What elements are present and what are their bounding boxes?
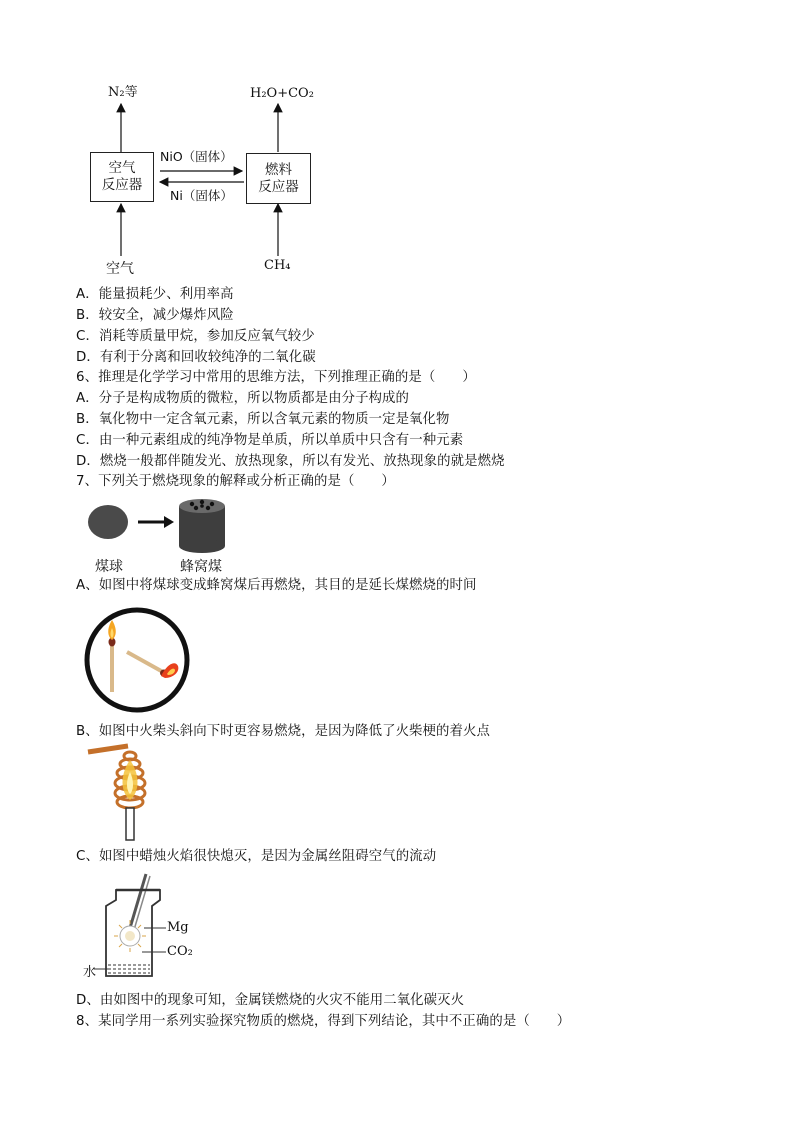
q6-option-b: B．氧化物中一定含氧元素，所以含氧元素的物质一定是氧化物 (76, 412, 450, 427)
air-reactor-line2: 反应器 (101, 177, 143, 193)
ch4-label: CH₄ (264, 258, 291, 273)
wire-handle (88, 746, 128, 752)
honeycomb-coal-icon (179, 499, 225, 553)
candle-body-icon (126, 808, 134, 840)
tilted-match-icon (127, 652, 178, 678)
matches-figure (83, 606, 193, 716)
tongs-icon (130, 874, 146, 928)
fuel-reactor-line1: 燃料 (265, 161, 292, 178)
q7-stem: 7、下列关于燃烧现象的解释或分析正确的是（ ） (76, 474, 395, 489)
upright-match-icon (108, 620, 116, 692)
air-reactor-box (90, 152, 154, 202)
q5-option-b: B．较安全，减少爆炸风险 (76, 308, 234, 323)
mg-label: Mg (167, 920, 189, 935)
q7-option-b: B、如图中火柴头斜向下时更容易燃烧，是因为降低了火柴梗的着火点 (76, 724, 491, 739)
honeycomb-label: 蜂窝煤 (180, 559, 222, 575)
fuel-reactor-line2: 反应器 (258, 178, 299, 195)
air-reactor-line1: 空气 (108, 160, 136, 176)
circle-frame (87, 610, 187, 710)
coal-arrowhead (164, 516, 174, 528)
coal-figure (86, 496, 246, 556)
q5-option-d: D．有利于分离和回收较纯净的二氧化碳 (76, 350, 316, 365)
nio-label: NiO（固体） (160, 149, 233, 164)
air-input-label: 空气 (106, 261, 134, 277)
q6-option-a: A．分子是构成物质的微粒，所以物质都是由分子构成的 (76, 391, 410, 406)
candle-figure (84, 742, 174, 842)
coal-ball-label: 煤球 (95, 559, 123, 575)
q7-option-d: D、由如图中的现象可知，金属镁燃烧的火灾不能用二氧化碳灭火 (76, 993, 465, 1008)
q6-option-c: C．由一种元素组成的纯净物是单质，所以单质中只含有一种元素 (76, 433, 464, 448)
q5-option-a: A．能量损耗少、利用率高 (76, 287, 234, 302)
co2-label: CO₂ (167, 944, 193, 959)
diagram-arrows (0, 0, 794, 300)
q8-stem: 8、某同学用一系列实验探究物质的燃烧，得到下列结论，其中不正确的是（ ） (76, 1014, 571, 1029)
ni-label: Ni（固体） (170, 188, 233, 203)
water-label: 水 (83, 965, 97, 980)
q7-option-c: C、如图中蜡烛火焰很快熄灭，是因为金属丝阻碍空气的流动 (76, 849, 437, 864)
q6-option-d: D．燃烧一般都伴随发光、放热现象，所以有发光、放热现象的就是燃烧 (76, 454, 505, 469)
q5-option-c: C．消耗等质量甲烷，参加反应氧气较少 (76, 329, 315, 344)
fuel-reactor-box (246, 153, 311, 204)
n2-label: N₂等 (108, 85, 138, 100)
q7-option-a: A、如图中将煤球变成蜂窝煤后再燃烧，其目的是延长煤燃烧的时间 (76, 578, 477, 593)
q6-stem: 6、推理是化学学习中常用的思维方法，下列推理正确的是（ ） (76, 370, 476, 385)
products-label: H₂O+CO₂ (250, 86, 314, 101)
coal-ball-icon (88, 505, 128, 539)
